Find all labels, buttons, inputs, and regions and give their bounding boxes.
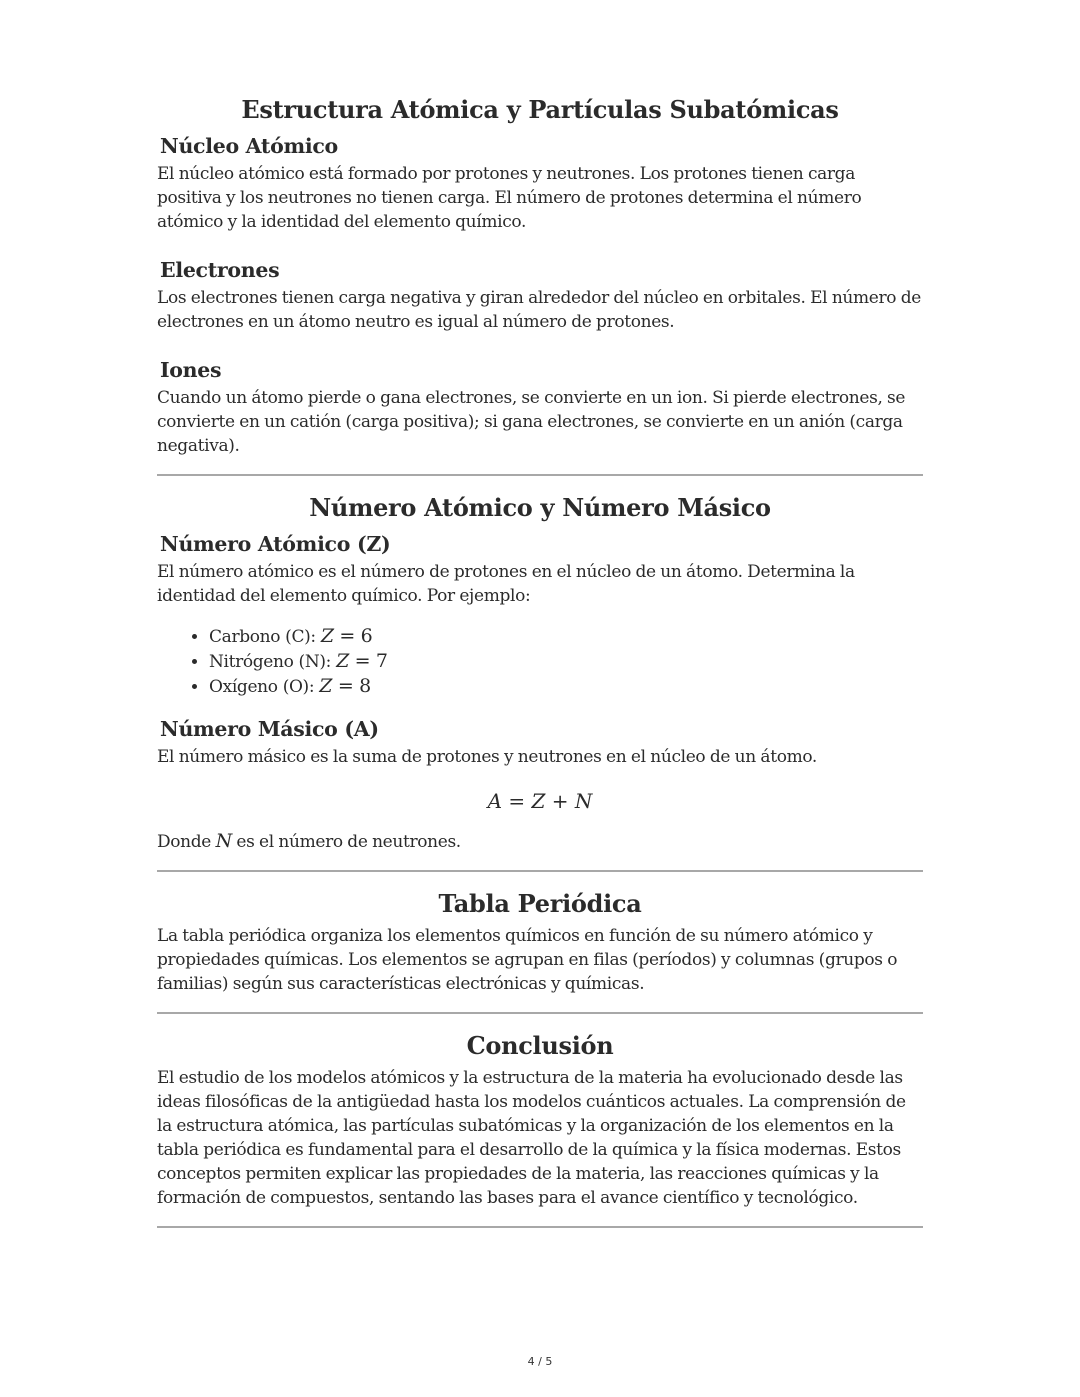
section-divider <box>157 474 923 476</box>
paragraph-neutron-note: Donde N es el número de neutrones. <box>157 830 461 852</box>
subheading-nucleo: Núcleo Atómico <box>160 134 338 158</box>
paragraph-numero-masico: El número másico es la suma de protones y neutrones en el núcleo de un átomo. <box>157 747 817 767</box>
section-divider <box>157 1226 923 1228</box>
paragraph-iones: Cuando un átomo pierde o gana electrones, se convierte en un ion. Si pierde electrones, se convierte en un catión (carga positiva); si gana electrones, se convierte en un anión (carga negativa). <box>157 388 906 456</box>
paragraph-electrones: Los electrones tienen carga negativa y giran alrededor del núcleo en orbitales. El número de electrones en un átomo neutro es igual al número de protones. <box>157 288 921 332</box>
subheading-electrones: Electrones <box>160 258 280 282</box>
paragraph-tabla: La tabla periódica organiza los elementos químicos en función de su número atómico y propiedades químicas. Los elementos se agrupan en filas (períodos) y columnas (grupos o familias) según sus características electrónicas y químicas. <box>157 926 898 994</box>
document-page <box>157 90 923 1240</box>
section-title-tabla: Tabla Periódica <box>438 889 642 918</box>
paragraph-nucleo: El núcleo atómico está formado por protones y neutrones. Los protones tienen carga positiva y los neutrones no tienen carga. El número de protones determina el número atómico y la identidad del elemento químico. <box>157 164 862 232</box>
list-item <box>209 674 923 699</box>
math-expression: Z = 7 <box>336 650 388 672</box>
element-label: Oxígeno (O): <box>209 677 320 697</box>
subheading-numero-masico: Número Másico (A) <box>160 717 379 741</box>
section-title-numero: Número Atómico y Número Másico <box>309 493 771 522</box>
formula-mass-number: A = Z + N <box>487 789 593 813</box>
examples-list <box>157 624 923 699</box>
subheading-numero-atomico: Número Atómico (Z) <box>160 532 391 556</box>
subheading-iones: Iones <box>160 358 222 382</box>
paragraph-conclusion: El estudio de los modelos atómicos y la estructura de la materia ha evolucionado desde las ideas filosóficas de la antigüedad hasta los modelos cuánticos actuales. La comprensión de la estructura atómica, las partículas subatómicas y la organización de los elementos en la tabla periódica es fundamental para el desarrollo de la química y la física modernas. Estos conceptos permiten explicar las propiedades de la materia, las reacciones químicas y la formación de compuestos, sentando las bases para el avance científico y tecnológico. <box>157 1068 906 1208</box>
paragraph-numero-atomico: El número atómico es el número de protones en el núcleo de un átomo. Determina la identidad del elemento químico. Por ejemplo: <box>157 562 855 606</box>
section-divider <box>157 870 923 872</box>
section-title-conclusion: Conclusión <box>466 1031 614 1060</box>
math-expression: Z = 8 <box>319 675 371 697</box>
list-item <box>209 649 923 674</box>
element-label: Nitrógeno (N): <box>209 652 337 672</box>
list-item <box>209 624 923 649</box>
section-title-estructura: Estructura Atómica y Partículas Subatómicas <box>241 95 839 124</box>
math-expression: Z = 6 <box>320 625 373 647</box>
page-indicator: 4 / 5 <box>527 1355 553 1368</box>
element-label: Carbono (C): <box>209 627 321 647</box>
section-divider <box>157 1012 923 1014</box>
